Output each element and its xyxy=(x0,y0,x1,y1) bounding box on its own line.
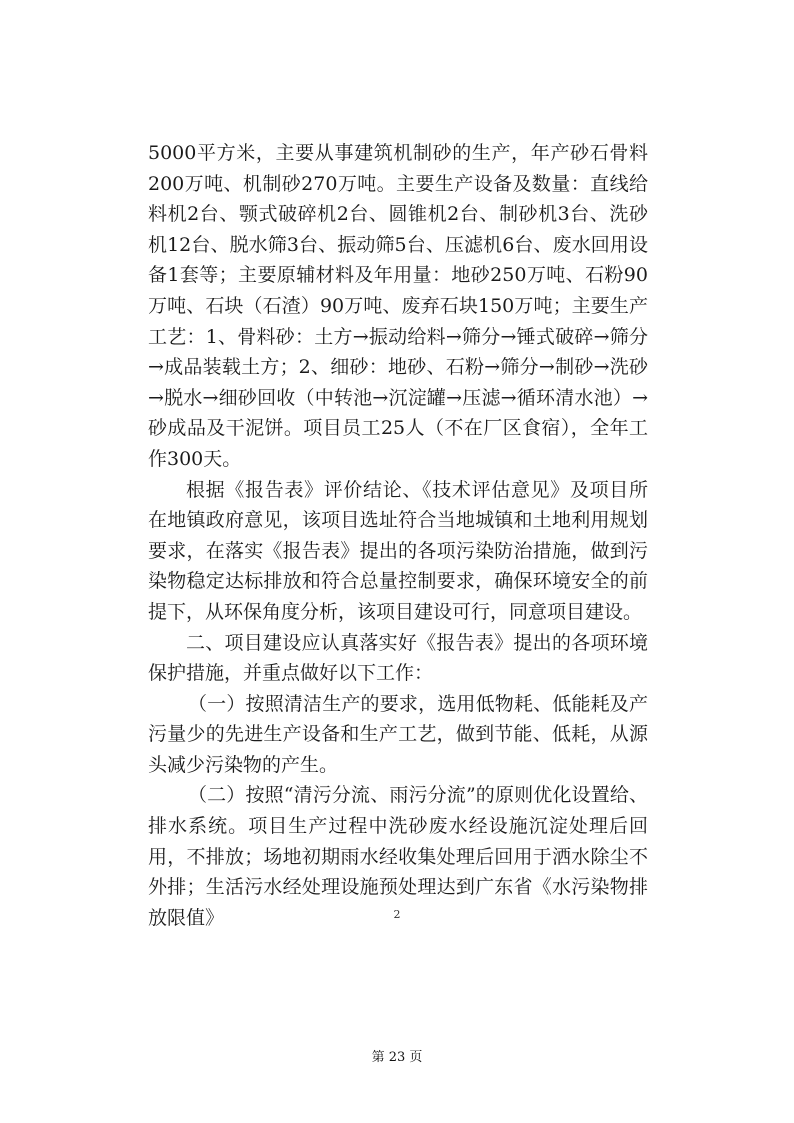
paragraph-project-overview: 5000平方米，主要从事建筑机制砂的生产，年产砂石骨料200万吨、机制砂270万吨。主要生产设备及数量：直线给料机2台、颚式破碎机2台、圆锥机2台、制砂机3台、洗砂机12台、脱水筛3台、振动筛5台、压滤机6台、废水回用设备1套等；主要原辅材料及年用量：地砂250万吨、石粉90万吨、石块（石渣）90万吨、废弃石块150万吨；主要生产工艺：1、骨料砂：土方→振动给料→筛分→锤式破碎→筛分→成品装载土方；2、细砂：地砂、石粉→筛分→制砂→洗砂→脱水→细砂回收（中转池→沉淀罐→压滤→循环清水池）→砂成品及干泥饼。项目员工25人（不在厂区食宿），全年工作300天。 xyxy=(148,142,648,470)
inner-page-number: 2 xyxy=(393,908,401,921)
footer-page-label: 第 23 页 xyxy=(371,1050,423,1065)
paragraph-item-one: （一）按照清洁生产的要求，选用低物耗、低能耗及产污量少的先进生产设备和生产工艺，做到节能、低耗，从源头减少污染物的产生。 xyxy=(148,692,648,776)
paragraph-section-two-heading: 二、项目建设应认真落实好《报告表》提出的各项环境保护措施，并重点做好以下工作： xyxy=(148,631,648,685)
paragraph-assessment-conclusion: 根据《报告表》评价结论、《技术评估意见》及项目所在地镇政府意见，该项目选址符合当地城镇和土地利用规划要求，在落实《报告表》提出的各项污染防治措施，做到污染物稳定达标排放和符合总量控制要求，确保环境安全的前提下，从环保角度分析，该项目建设可行，同意项目建设。 xyxy=(148,478,648,623)
paragraph-item-two: （二）按照“清污分流、雨污分流”的原则优化设置给、排水系统。项目生产过程中洗砂废水经设施沉淀处理后回用，不排放；场地初期雨水经收集处理后回用于洒水除尘不外排；生活污水经处理设施预处理达到广东省《水污染物排放限值》 xyxy=(148,784,648,929)
body-text xyxy=(148,138,648,933)
